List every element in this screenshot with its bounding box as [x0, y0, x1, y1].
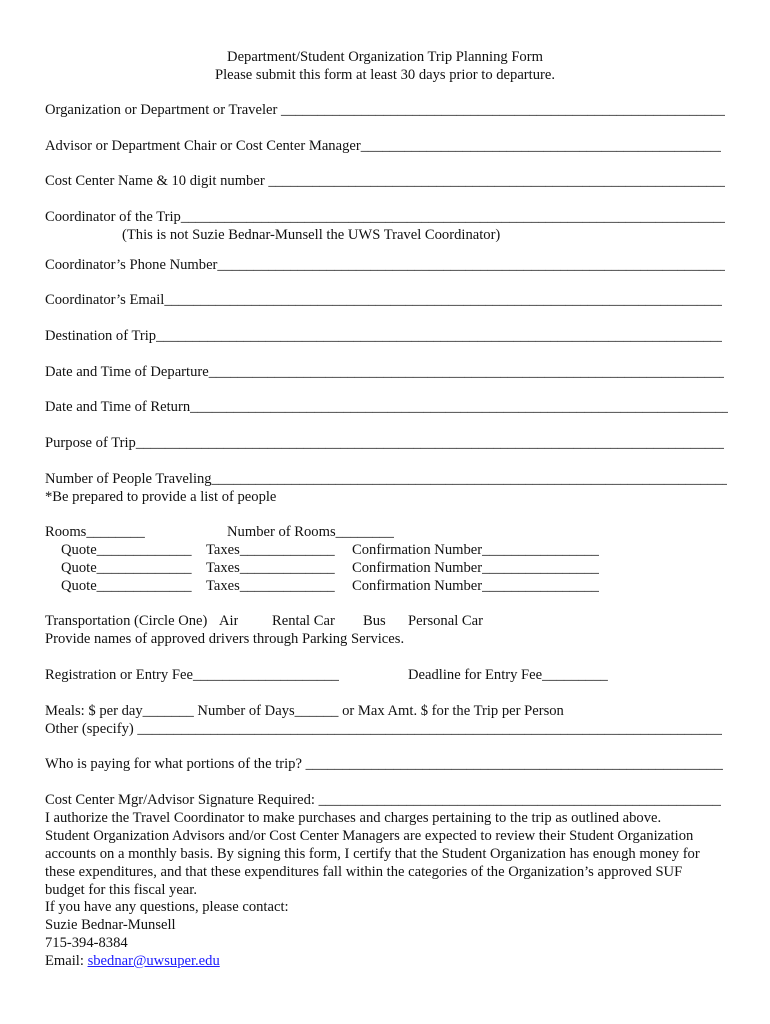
people-field[interactable] [45, 470, 727, 488]
return-blank[interactable] [190, 399, 728, 415]
taxes-blank[interactable] [240, 560, 335, 576]
deadline-fee-blank[interactable] [542, 667, 608, 683]
confirmation-label: Confirmation Number [352, 560, 483, 576]
taxes-field-1[interactable] [206, 541, 335, 559]
signature-blank[interactable] [319, 792, 721, 808]
coordinator-blank[interactable] [181, 209, 725, 225]
contact-email-link[interactable]: sbednar@uwsuper.edu [87, 953, 220, 969]
registration-fee-field[interactable] [45, 666, 339, 684]
deadline-fee-field[interactable] [408, 666, 608, 684]
other-field[interactable] [45, 720, 722, 738]
meals-per-day-blank[interactable] [143, 703, 194, 719]
meals-days-blank[interactable] [295, 703, 339, 719]
coordinator-label: Coordinator of the Trip [45, 209, 181, 225]
organization-field[interactable] [45, 101, 725, 119]
authorization-text-line-1: I authorize the Travel Coordinator to make purchases and charges pertaining to the trip as outlined above. [45, 810, 662, 826]
signature-field[interactable] [45, 791, 721, 809]
coordinator-phone-label: Coordinator’s Phone Number [45, 257, 218, 273]
number-of-rooms-label: Number of Rooms [227, 524, 336, 540]
quote-blank[interactable] [97, 560, 192, 576]
confirmation-blank[interactable] [482, 542, 599, 558]
departure-blank[interactable] [209, 364, 724, 380]
organization-label: Organization or Department or Traveler [45, 102, 282, 118]
quote-field-2[interactable] [61, 559, 192, 577]
quote-label: Quote [61, 560, 97, 576]
confirmation-label: Confirmation Number [352, 578, 483, 594]
cost-center-blank[interactable] [268, 173, 725, 189]
coordinator-email-label: Coordinator’s Email [45, 292, 165, 308]
quote-blank[interactable] [97, 542, 192, 558]
coordinator-email-field[interactable] [45, 291, 722, 309]
quote-label: Quote [61, 578, 97, 594]
authorization-text-line-2: Student Organization Advisors and/or Cost Center Managers are expected to review their Student Organization [45, 828, 694, 844]
authorization-text-line-3: accounts on a monthly basis. By signing this form, I certify that the Student Organization has enough money for [45, 846, 700, 862]
signature-label: Cost Center Mgr/Advisor Signature Required: [45, 792, 319, 808]
contact-intro: If you have any questions, please contact: [45, 899, 289, 915]
authorization-text-line-4: these expenditures, and that these expenditures fall within the categories of the Organization’s approved SUF [45, 864, 683, 880]
coordinator-email-blank[interactable] [164, 292, 722, 308]
drivers-note: Provide names of approved drivers through Parking Services. [45, 631, 405, 647]
taxes-field-3[interactable] [206, 577, 335, 595]
transport-option-rental-car[interactable]: Rental Car [272, 613, 335, 629]
confirmation-field-2[interactable] [352, 559, 599, 577]
form-subtitle: Please submit this form at least 30 days prior to departure. [214, 67, 556, 83]
contact-name: Suzie Bednar-Munsell [45, 917, 176, 933]
meals-field[interactable] [45, 702, 564, 720]
contact-phone: 715-394-8384 [45, 935, 128, 951]
payer-blank[interactable] [306, 756, 723, 772]
cost-center-field[interactable] [45, 172, 725, 190]
confirmation-field-3[interactable] [352, 577, 599, 595]
confirmation-label: Confirmation Number [352, 542, 483, 558]
advisor-label: Advisor or Department Chair or Cost Center Manager [45, 138, 361, 154]
advisor-blank[interactable] [361, 138, 721, 154]
destination-field[interactable] [45, 327, 722, 345]
advisor-field[interactable] [45, 137, 721, 155]
quote-blank[interactable] [97, 578, 192, 594]
transportation-label: Transportation (Circle One) [45, 613, 208, 629]
transport-option-bus[interactable]: Bus [363, 613, 386, 629]
deadline-fee-label: Deadline for Entry Fee [408, 667, 543, 683]
other-label: Other (specify) [45, 721, 138, 737]
taxes-field-2[interactable] [206, 559, 335, 577]
quote-field-3[interactable] [61, 577, 192, 595]
contact-email-label: Email: [45, 953, 88, 969]
cost-center-label: Cost Center Name & 10 digit number [45, 173, 269, 189]
people-blank[interactable] [212, 471, 727, 487]
registration-fee-label: Registration or Entry Fee [45, 667, 193, 683]
form-title: Department/Student Organization Trip Planning Form [227, 49, 543, 65]
people-label: Number of People Traveling [45, 471, 212, 487]
payer-label: Who is paying for what portions of the trip? [45, 756, 306, 772]
destination-label: Destination of Trip [45, 328, 157, 344]
departure-field[interactable] [45, 363, 724, 381]
transport-option-personal-car[interactable]: Personal Car [408, 613, 483, 629]
confirmation-blank[interactable] [482, 578, 599, 594]
transport-option-air[interactable]: Air [219, 613, 239, 629]
coordinator-field[interactable] [45, 208, 725, 226]
coordinator-phone-field[interactable] [45, 256, 725, 274]
confirmation-blank[interactable] [482, 560, 599, 576]
number-of-rooms-blank[interactable] [336, 524, 394, 540]
quote-field-1[interactable] [61, 541, 192, 559]
contact-email-line [45, 952, 220, 970]
rooms-label: Rooms [45, 524, 87, 540]
quote-label: Quote [61, 542, 97, 558]
meals-days-label: Number of Days [193, 703, 295, 719]
authorization-text-line-5: budget for this fiscal year. [45, 882, 197, 898]
taxes-label: Taxes [206, 542, 240, 558]
taxes-blank[interactable] [240, 542, 335, 558]
destination-blank[interactable] [156, 328, 722, 344]
coordinator-note: (This is not Suzie Bednar-Munsell the UWS Travel Coordinator) [122, 227, 501, 243]
taxes-label: Taxes [206, 560, 240, 576]
meals-per-day-label: Meals: $ per day [45, 703, 143, 719]
coordinator-phone-blank[interactable] [217, 257, 725, 273]
payer-field[interactable] [45, 755, 723, 773]
purpose-field[interactable] [45, 434, 724, 452]
confirmation-field-1[interactable] [352, 541, 599, 559]
return-label: Date and Time of Return [45, 399, 191, 415]
organization-blank[interactable] [281, 102, 725, 118]
rooms-field[interactable] [45, 523, 145, 541]
registration-fee-blank[interactable] [193, 667, 339, 683]
taxes-label: Taxes [206, 578, 240, 594]
other-blank[interactable] [137, 721, 722, 737]
purpose-blank[interactable] [136, 435, 724, 451]
departure-label: Date and Time of Departure [45, 364, 209, 380]
taxes-blank[interactable] [240, 578, 335, 594]
rooms-blank[interactable] [86, 524, 144, 540]
number-of-rooms-field[interactable] [227, 523, 394, 541]
return-field[interactable] [45, 398, 728, 416]
meals-max-label: or Max Amt. $ for the Trip per Person [338, 703, 564, 719]
purpose-label: Purpose of Trip [45, 435, 136, 451]
people-note: *Be prepared to provide a list of people [45, 489, 277, 505]
